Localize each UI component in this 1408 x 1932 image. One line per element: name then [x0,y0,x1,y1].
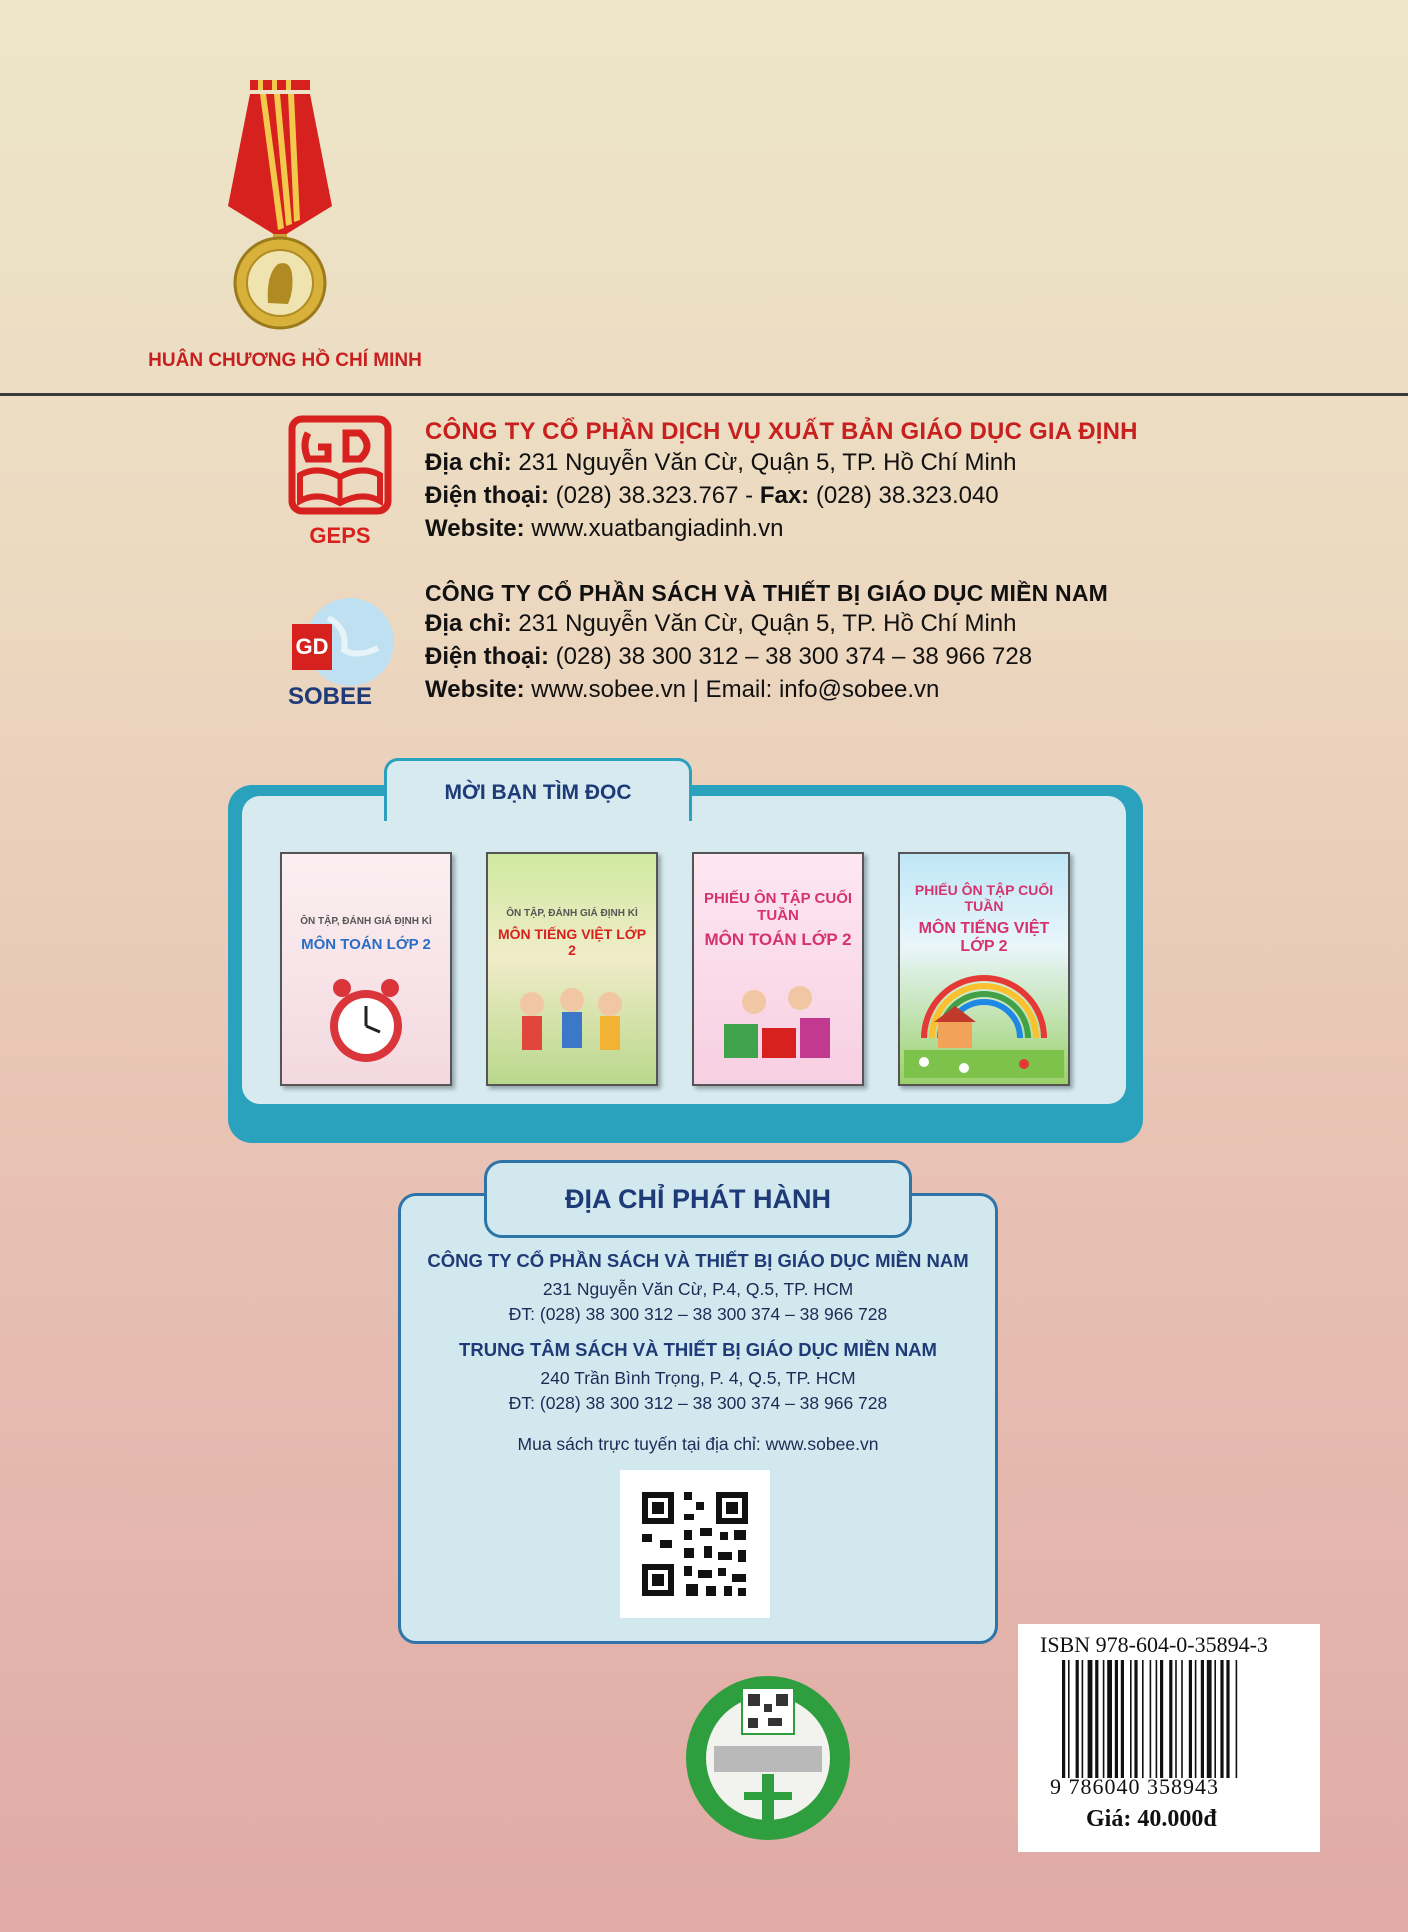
distribution-company-2-address: 240 Trần Bình Trọng, P. 4, Q.5, TP. HCM [540,1368,856,1388]
recommended-title: MỜI BẠN TÌM ĐỌC [384,758,692,821]
distribution-company-1-phone: ĐT: (028) 38 300 312 – 38 300 374 – 38 966 728 [508,1304,888,1324]
geps-website: Website: www.xuatbangiadinh.vn [425,515,784,542]
barcode-digits: 9 786040 358943 [1050,1774,1219,1799]
divider [0,393,1408,396]
price: Giá: 40.000đ [1086,1806,1217,1832]
distribution-company-1-address: 231 Nguyễn Văn Cừ, P.4, Q.5, TP. HCM [542,1279,854,1299]
barcode-icon [1062,1660,1298,1778]
sobee-company-name: CÔNG TY CỔ PHẦN SÁCH VÀ THIẾT BỊ GIÁO DỤC MIỀN NAM [425,580,1108,606]
sobee-address: Địa chỉ: 231 Nguyễn Văn Cừ, Quận 5, TP. Hồ Chí Minh [425,610,1017,637]
book-cover-3: PHIẾU ÔN TẬP CUỐI TUẦN MÔN TOÁN LỚP 2 [692,852,864,1086]
isbn-number: ISBN 978-604-0-35894-3 [1040,1632,1268,1657]
sobee-info [425,580,1108,706]
geps-company-name: CÔNG TY CỔ PHẦN DỊCH VỤ XUẤT BẢN GIÁO DỤC GIA ĐỊNH [425,418,1138,445]
book-cover-4: PHIẾU ÔN TẬP CUỐI TUẦN MÔN TIẾNG VIỆT LỚP 2 [898,852,1070,1086]
book-cover-1: ÔN TẬP, ĐÁNH GIÁ ĐỊNH KÌ MÔN TOÁN LỚP 2 [280,852,452,1086]
distribution-title: ĐỊA CHỈ PHÁT HÀNH [484,1160,912,1238]
sobee-website: Website: www.sobee.vn | Email: info@sobee.vn [425,676,940,703]
sobee-phone: Điện thoại: (028) 38 300 312 – 38 300 374 – 38 966 728 [425,643,1033,670]
medal-caption: HUÂN CHƯƠNG HỒ CHÍ MINH [148,350,422,371]
geps-logo [288,415,392,550]
sobee-logo-text: SOBEE [288,683,373,710]
medal-icon [220,78,340,338]
anti-counterfeit-stamp-icon [684,1674,852,1842]
distribution-company-2-phone: ĐT: (028) 38 300 312 – 38 300 374 – 38 966 728 [508,1393,888,1413]
geps-address: Địa chỉ: 231 Nguyễn Văn Cừ, Quận 5, TP. Hồ Chí Minh [425,449,1017,476]
geps-info [425,418,1138,545]
sobee-logo [288,598,398,710]
distribution-company-2: TRUNG TÂM SÁCH VÀ THIẾT BỊ GIÁO DỤC MIỀN NAM [459,1339,937,1360]
distribution-online: Mua sách trực tuyến tại địa chỉ: www.sobee.vn [517,1434,879,1454]
geps-logo-text: GEPS [309,523,371,548]
book-cover-2: ÔN TẬP, ĐÁNH GIÁ ĐỊNH KÌ MÔN TIẾNG VIỆT LỚP 2 [486,852,658,1086]
distribution-company-1: CÔNG TY CỔ PHẦN SÁCH VÀ THIẾT BỊ GIÁO DỤC MIỀN NAM [427,1250,969,1271]
qr-code-icon [620,1470,770,1618]
geps-phone: Điện thoại: (028) 38.323.767 - Fax: (028) 38.323.040 [425,482,999,509]
svg-text:GD: GD [295,634,329,659]
